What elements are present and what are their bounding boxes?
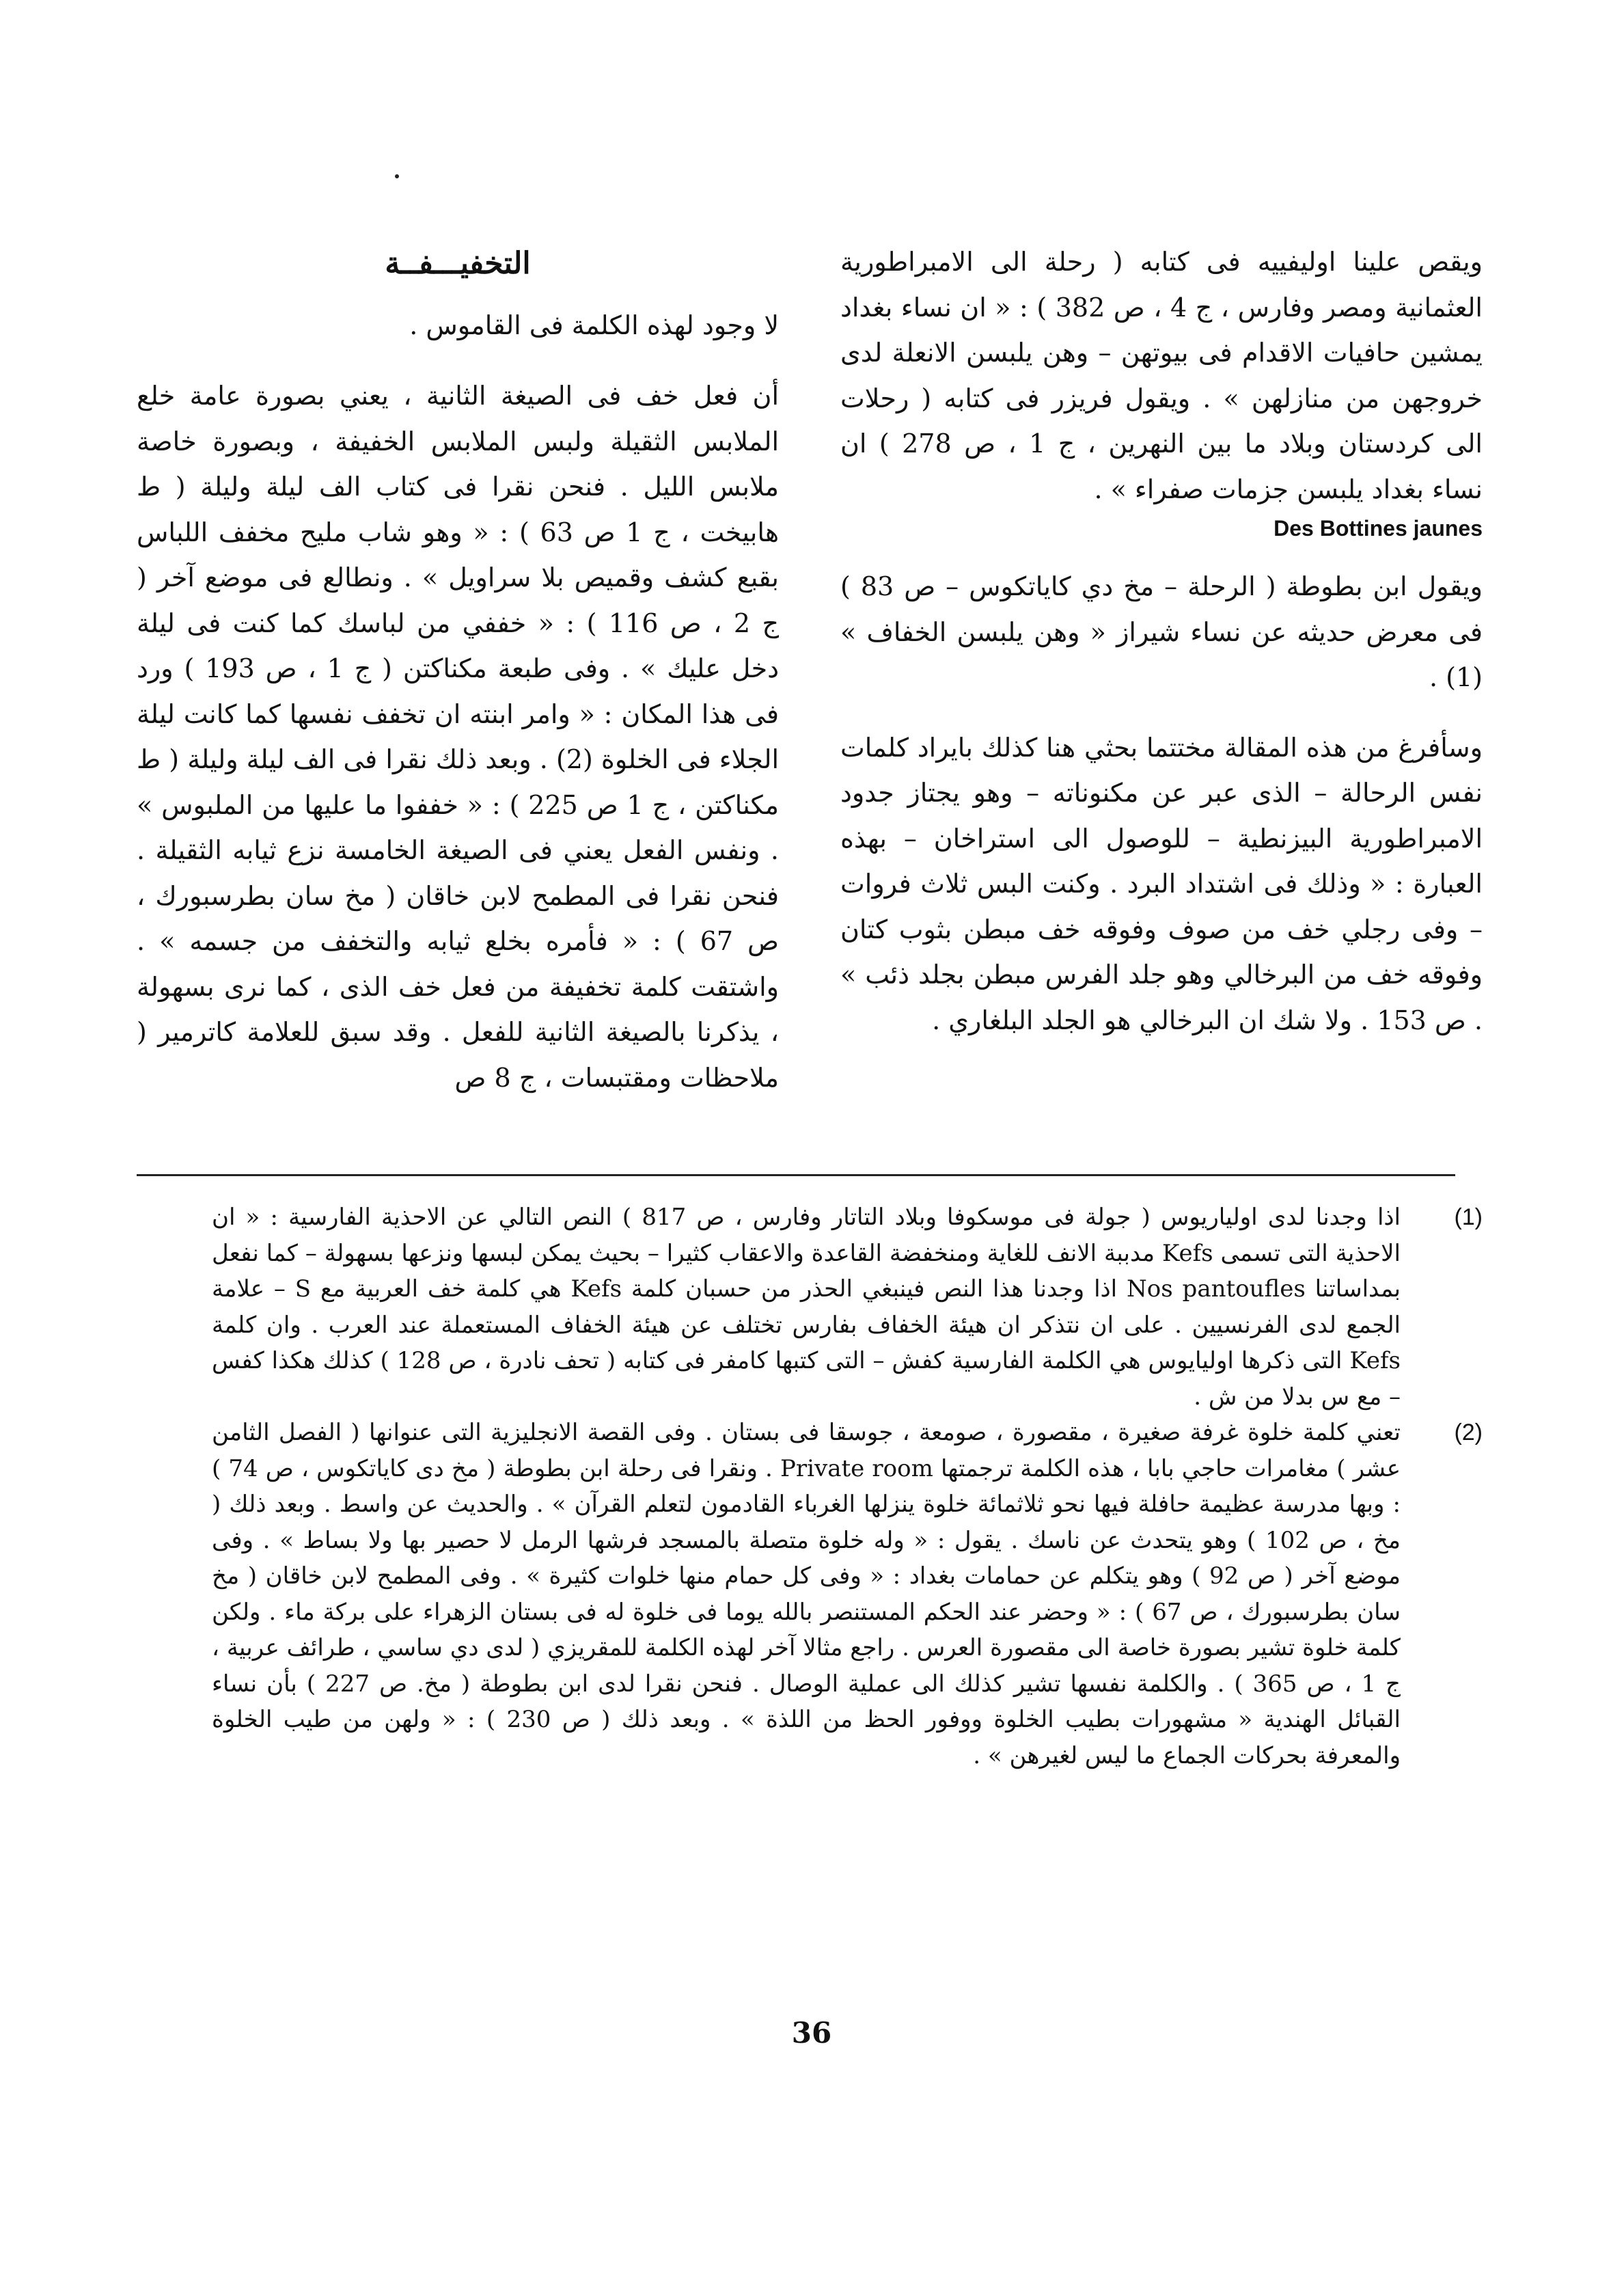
ink-speck bbox=[395, 174, 399, 178]
article-lede: لا وجود لهذه الكلمة فى القاموس . bbox=[409, 310, 779, 340]
footnote-mark-1: (1) bbox=[1454, 1204, 1483, 1230]
latin-annotation: Des Bottines jaunes bbox=[1274, 516, 1483, 541]
footnote-1 bbox=[212, 1199, 1483, 1415]
footnote-divider bbox=[137, 1174, 1455, 1176]
left-paragraph-1: أن فعل خف فى الصيغة الثانية ، يعني بصورة عامة خلع الملابس الثقيلة ولبس الملابس الخفيفة ، وبصورة خاصة ملابس الليل . فنحن نقرا فى كتاب الف ليلة وليلة ( ط هابيخت ، ج 1 ص 63 ) : « وهو شاب مليح مخفف اللباس بقبع كشف وقميص بلا سراويل » . ونطالع فى موضع آخر ( ج 2 ، ص 116 ) : « خففي من لباسك كما كنت فى ليلة دخل عليك » . وفى طبعة مكناكتن ( ج 1 ، ص 193 ) ورد فى هذا المكان : « وامر ابنته ان تخفف نفسها كما كانت ليلة الجلاء فى الخلوة (2) . وبعد ذلك نقرا فى الف ليلة وليلة ( ط مكناكتن ، ج 1 ص 225 ) : « خففوا ما عليها من الملبوس » . ونفس الفعل يعني فى الصيغة الخامسة نزع ثيابه الثقيلة . فنحن نقرا فى المطمح لابن خاقان ( مخ سان بطرسبورك ، ص 67 ) : « فأمره بخلع ثيابه والتخفف من جسمه » . واشتقت كلمة تخفيفة من فعل خف الذى ، كما نرى بسهولة ، يذكرنا بالصيغة الثانية للفعل . وقد سبق للعلامة كاترمير ( ملاحظات ومقتبسات ، ج 8 ص bbox=[137, 381, 780, 1093]
footnote-mark-2: (2) bbox=[1454, 1419, 1483, 1445]
right-column bbox=[840, 239, 1483, 1043]
footnote-text-2: تعني كلمة خلوة غرفة صغيرة ، مقصورة ، صومعة ، جوسقا فى بستان . وفى القصة الانجليزية التى عنوانها ( الفصل الثامن عشر ) مغامرات حاجي بابا ، هذه الكلمة ترجمتها Private room . ونقرا فى رحلة ابن بطوطة ( مخ دى كاياتكوس ، ص 74 ) : وبها مدرسة عظيمة حافلة فيها نحو ثلاثمائة خلوة ينزلها الغرباء القادمون لتعلم القرآن » . والحديث عن واسط . وبعد ذلك ( مخ ، ص 102 ) وهو يتحدث عن ناسك . يقول : « وله خلوة متصلة بالمسجد فرشها الرمل لا حصير بها ولا بساط » . وفى موضع آخر ( ص 92 ) وهو يتكلم عن حمامات بغداد : « وفى كل حمام منها خلوات كثيرة » . وفى المطمح لابن خاقان ( مخ سان بطرسبورك ، ص 67 ) : « وحضر عند الحكم المستنصر بالله يوما فى خلوة له فى بستان الزهراء على بركة ماء . ولكن كلمة خلوة تشير بصورة خاصة الى مقصورة العرس . راجع مثالا آخر لهذه الكلمة للمقريزي ( لدى دي ساسي ، طرائف عربية ، ج 1 ، ص 365 ) . والكلمة نفسها تشير كذلك الى عملية الوصال . فنحن نقرا لدى ابن بطوطة ( مخ. ص 227 ) بأن نساء القبائل الهندية « مشهورات بطيب الخلوة ووفور الحظ من اللذة » . وبعد ذلك ( ص 230 ) : « ولهن من طيب الخلوة والمعرفة بحركات الجماع ما ليس لغيرهن » . bbox=[212, 1419, 1401, 1769]
paragraph-gap bbox=[840, 701, 1483, 725]
left-column bbox=[137, 239, 779, 1100]
right-paragraph-2: ويقول ابن بطوطة ( الرحلة – مخ دي كاياتكوس – ص 83 ) فى معرض حديثه عن نساء شيراز « وهن يلبسن الخفاف » (1) . bbox=[840, 571, 1483, 692]
article-heading: التخفيـــفــة bbox=[385, 246, 531, 281]
body-columns bbox=[137, 239, 1483, 1155]
right-paragraph-3: وسأفرغ من هذه المقالة مختتما بحثي هنا كذلك بايراد كلمات نفس الرحالة – الذى عبر عن مكنوناته – وهو يجتاز جدود الامبراطورية البيزنطية – للوصول الى استراخان – بهذه العبارة : « وذلك فى اشتداد البرد . وكنت البس ثلاث فروات – وفى رجلي خف من صوف وفوقه خف مبطن بثوب كتان وفوقه خف من البرخالي وهو جلد الفرس مبطن بجلد ذئب » . ص 153 . ولا شك ان البرخالي هو الجلد البلغاري . bbox=[840, 732, 1483, 1035]
right-paragraph-1: ويقص علينا اوليفييه فى كتابه ( رحلة الى الامبراطورية العثمانية ومصر وفارس ، ج 4 ، ص 382 ) : « ان نساء بغداد يمشين حافيات الاقدام فى بيوتهن – وهن يلبسن الانعلة لدى خروجهن من منازلهن » . ويقول فريزر فى كتابه ( رحلات الى كردستان وبلاد ما بين النهرين ، ج 1 ، ص 278 ) ان نساء بغداد يلبسن جزمات صفراء » . bbox=[840, 247, 1483, 504]
footnotes bbox=[212, 1199, 1483, 1773]
page-number: 36 bbox=[791, 2016, 832, 2050]
footnote-2 bbox=[212, 1415, 1483, 1773]
footnote-text-1: اذا وجدنا لدى اولياريوس ( جولة فى موسكوفا وبلاد التاتار وفارس ، ص 817 ) النص التالي عن الاحذية الفارسية : « ان الاحذية التى تسمى Kefs مدببة الانف للغاية ومنخفضة القاعدة والاعقاب كثيرا – بحيث يمكن لبسها ونزعها بسهولة – كما نفعل بمداساتنا Nos pantoufles اذا وجدنا هذا النص فينبغي الحذر من حسبان كلمة Kefs هي كلمة خف العربية مع S – علامة الجمع لدى الفرنسيين . على ان نتذكر ان هيئة الخفاف بفارس تختلف عن هيئة الخفاف المستعملة عند العرب . وان كلمة Kefs التى ذكرها اوليايوس هي الكلمة الفارسية كفش – التى كتبها كامفر فى كتابه ( تحف نادرة ، ص 128 ) كذلك هكذا كفس – مع س بدلا من ش . bbox=[212, 1204, 1401, 1411]
